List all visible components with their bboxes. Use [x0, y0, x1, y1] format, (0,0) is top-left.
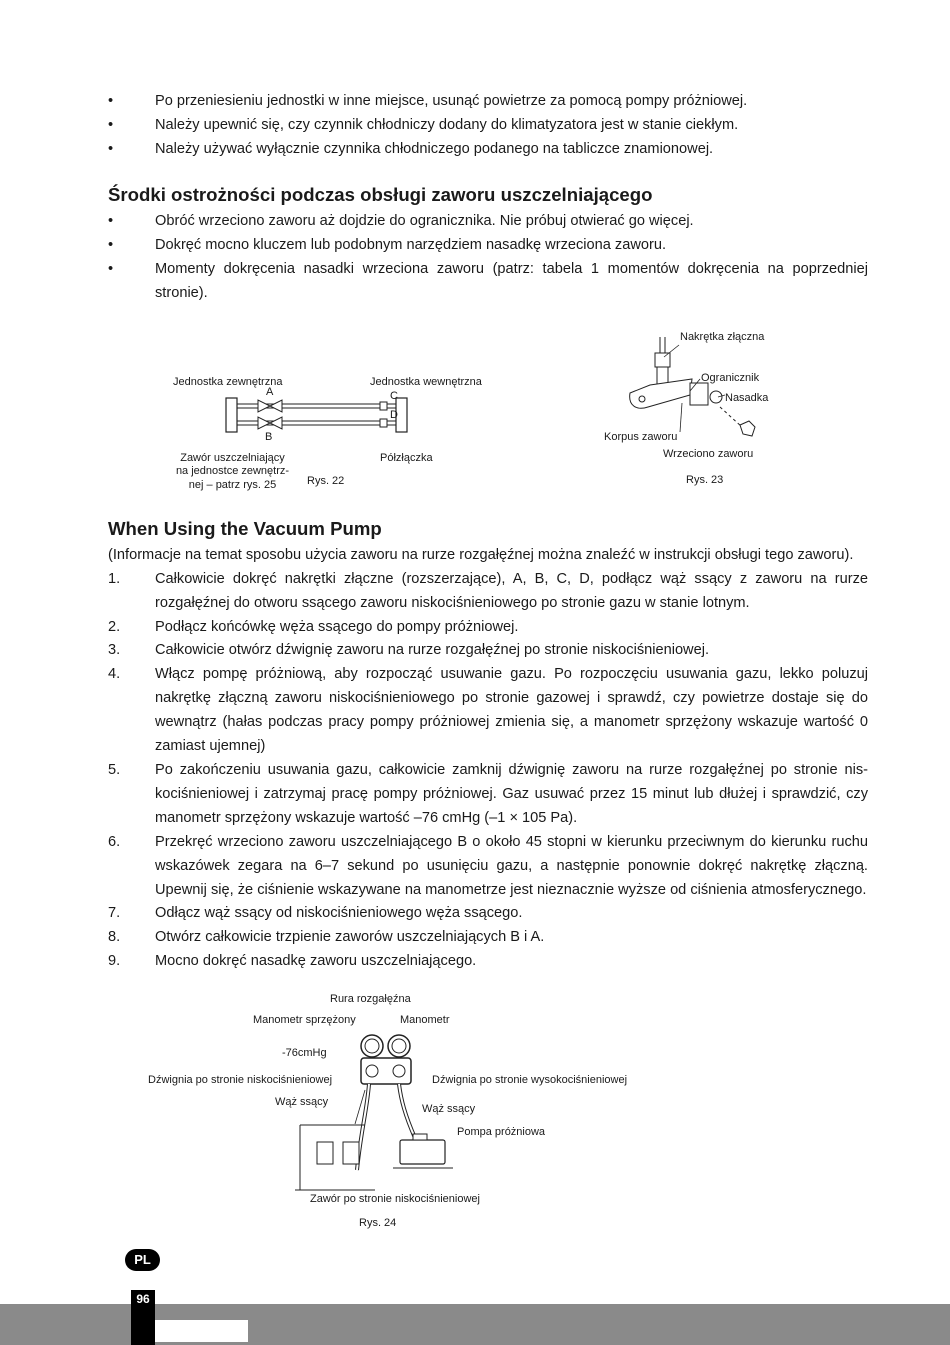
page-number: 96: [136, 1292, 150, 1306]
step-text: Całkowicie dokręć nakrętki złączne (rozszerzające), A, B, C, D, podłącz wąż ssący z zaworu na rurze rozgałęźnej do otworu ssącego zaworu niskociśnieniowego po stronie gazu w stanie lotnym.: [155, 571, 868, 611]
label-half-union: Półzłączka: [380, 452, 433, 464]
section-heading-valve-precautions: Środki ostrożności podczas obsługi zaworu uszczelniającego: [108, 184, 653, 205]
figure-24-caption: Rys. 24: [359, 1217, 397, 1229]
label-high-pressure-lever: Dźwignia po stronie wysokociśnieniowej: [432, 1074, 628, 1086]
step-text: Po zakończeniu usuwania gazu, całkowicie zamknij dźwignię zaworu na rurze rozgałęźnej po stronie nis-kociśnieniowej i zatrzymaj pracę pompy próżniowej. Gaz usuwać przez 15 minut lub dłużej i sprawdzić, czy manometr sprzężony wskazuje wartość –76 cmHg (–1 × 105 Pa).: [155, 762, 868, 826]
pipe-diagram: [220, 392, 410, 440]
bullet-text: Dokręć mocno kluczem lub podobnym narzędziem nasadkę wrzeciona zaworu.: [155, 237, 667, 253]
step-number: 9.: [108, 953, 121, 969]
label-vacuum-pump: Pompa próżniowa: [457, 1126, 546, 1138]
label-indoor-unit: Jednostka wewnętrzna: [370, 376, 482, 388]
bullet-mark: •: [108, 141, 114, 157]
label-charge-hose-left: Wąż ssący: [275, 1096, 329, 1108]
step-text: Całkowicie otwórz dźwignię zaworu na rurze rozgałęźnej po stronie niskociśnieniowej.: [155, 642, 710, 658]
label-manifold: Rura rozgałęźna: [330, 993, 411, 1005]
label-gauge-reading: -76cmHg: [282, 1047, 327, 1059]
step-text: Podłącz końcówkę węża ssącego do pompy próżniowej.: [155, 619, 519, 635]
language-badge: PL: [125, 1249, 160, 1271]
step-number: 1.: [108, 571, 121, 587]
label-valve-body: Korpus zaworu: [604, 431, 678, 443]
step-number: 6.: [108, 834, 121, 850]
step-number: 4.: [108, 666, 121, 682]
bullet-mark: •: [108, 213, 114, 229]
label-stopper: Ogranicznik: [701, 372, 760, 384]
bullet-text: Momenty dokręcenia nasadki wrzeciona zaworu (patrz: tabela 1 momentów dokręcenia na poprzedniej stronie).: [155, 261, 868, 301]
bullet-mark: •: [108, 117, 114, 133]
label-service-valve-line1: Zawór uszczelniający: [180, 452, 285, 464]
label-flare-nut: Nakrętka złączna: [680, 331, 765, 343]
step-number: 2.: [108, 619, 121, 635]
label-cap: Nasadka: [725, 392, 769, 404]
label-low-pressure-lever: Dźwignia po stronie niskociśnieniowej: [148, 1074, 333, 1086]
step-number: 5.: [108, 762, 121, 778]
label-valve-spindle: Wrzeciono zaworu: [663, 448, 754, 460]
label-service-valve-line2: na jednostce zewnętrz-: [175, 465, 290, 477]
label-service-valve-line3: nej – patrz rys. 25: [188, 479, 277, 491]
step-number: 7.: [108, 905, 121, 921]
step-number: 8.: [108, 929, 121, 945]
step-text: Przekręć wrzeciono zaworu uszczelniającego B o około 45 stopni w kierunku przeciwnym do kierunku ruchu wskazówek zegara na 6–7 sekund po usunięciu gazu, a następnie ponownie dokręć nakrętkę złączną. Upewnij się, że ciśnienie wskazywane na manometrze jest nieznacznie wyższe od ciśnienia atmosferycznego.: [155, 834, 868, 898]
label-letter-a: A: [266, 386, 274, 398]
bullet-mark: •: [108, 93, 114, 109]
label-compound-gauge: Manometr sprzężony: [253, 1014, 356, 1026]
figure-22-caption: Rys. 22: [307, 475, 345, 487]
step-text: Włącz pompę próżniową, aby rozpocząć usuwanie gazu. Po rozpoczęciu usuwania gazu, lekko poluzuj nakrętkę złączną zaworu niskociśnieniowego po stronie gazowej i sprawdź, czy powietrze dostaje się do wewnątrz (hałas podczas pracy pompy próżniowej zmienia się, a manometr sprzężony wskazuje wartość 0 zamiast ujemnej): [155, 666, 868, 754]
section-intro: (Informacje na temat sposobu użycia zaworu na rurze rozgałęźnej można znaleźć w instrukcji obsługi tego zaworu).: [108, 547, 854, 563]
label-letter-c: C: [390, 390, 398, 402]
bullet-text: Należy używać wyłącznie czynnika chłodniczego podanego na tabliczce znamionowej.: [155, 141, 714, 157]
valve-diagram: [620, 335, 760, 445]
label-letter-b: B: [265, 431, 273, 443]
label-outdoor-unit: Jednostka zewnętrzna: [173, 376, 283, 388]
section-heading-vacuum-pump: When Using the Vacuum Pump: [108, 518, 382, 539]
label-pressure-gauge: Manometr: [400, 1014, 450, 1026]
step-text: Odłącz wąż ssący od niskociśnieniowego węża ssącego.: [155, 905, 523, 921]
label-letter-d: D: [390, 409, 398, 421]
bullet-mark: •: [108, 237, 114, 253]
footer-white-strip: [155, 1320, 248, 1342]
bullet-mark: •: [108, 261, 114, 277]
bullet-text: Po przeniesieniu jednostki w inne miejsce, usunąć powietrze za pomocą pompy próżniowej.: [155, 93, 748, 109]
label-low-pressure-valve: Zawór po stronie niskociśnieniowej: [310, 1193, 480, 1205]
figure-23-caption: Rys. 23: [686, 474, 724, 486]
step-text: Otwórz całkowicie trzpienie zaworów uszczelniających B i A.: [155, 929, 545, 945]
step-text: Mocno dokręć nasadkę zaworu uszczelniającego.: [155, 953, 477, 969]
bullet-text: Obróć wrzeciono zaworu aż dojdzie do ogranicznika. Nie próbuj otwierać go więcej.: [155, 213, 694, 229]
step-number: 3.: [108, 642, 121, 658]
label-charge-hose-right: Wąż ssący: [422, 1103, 476, 1115]
bullet-text: Należy upewnić się, czy czynnik chłodniczy dodany do klimatyzatora jest w stanie ciekłym.: [155, 117, 739, 133]
